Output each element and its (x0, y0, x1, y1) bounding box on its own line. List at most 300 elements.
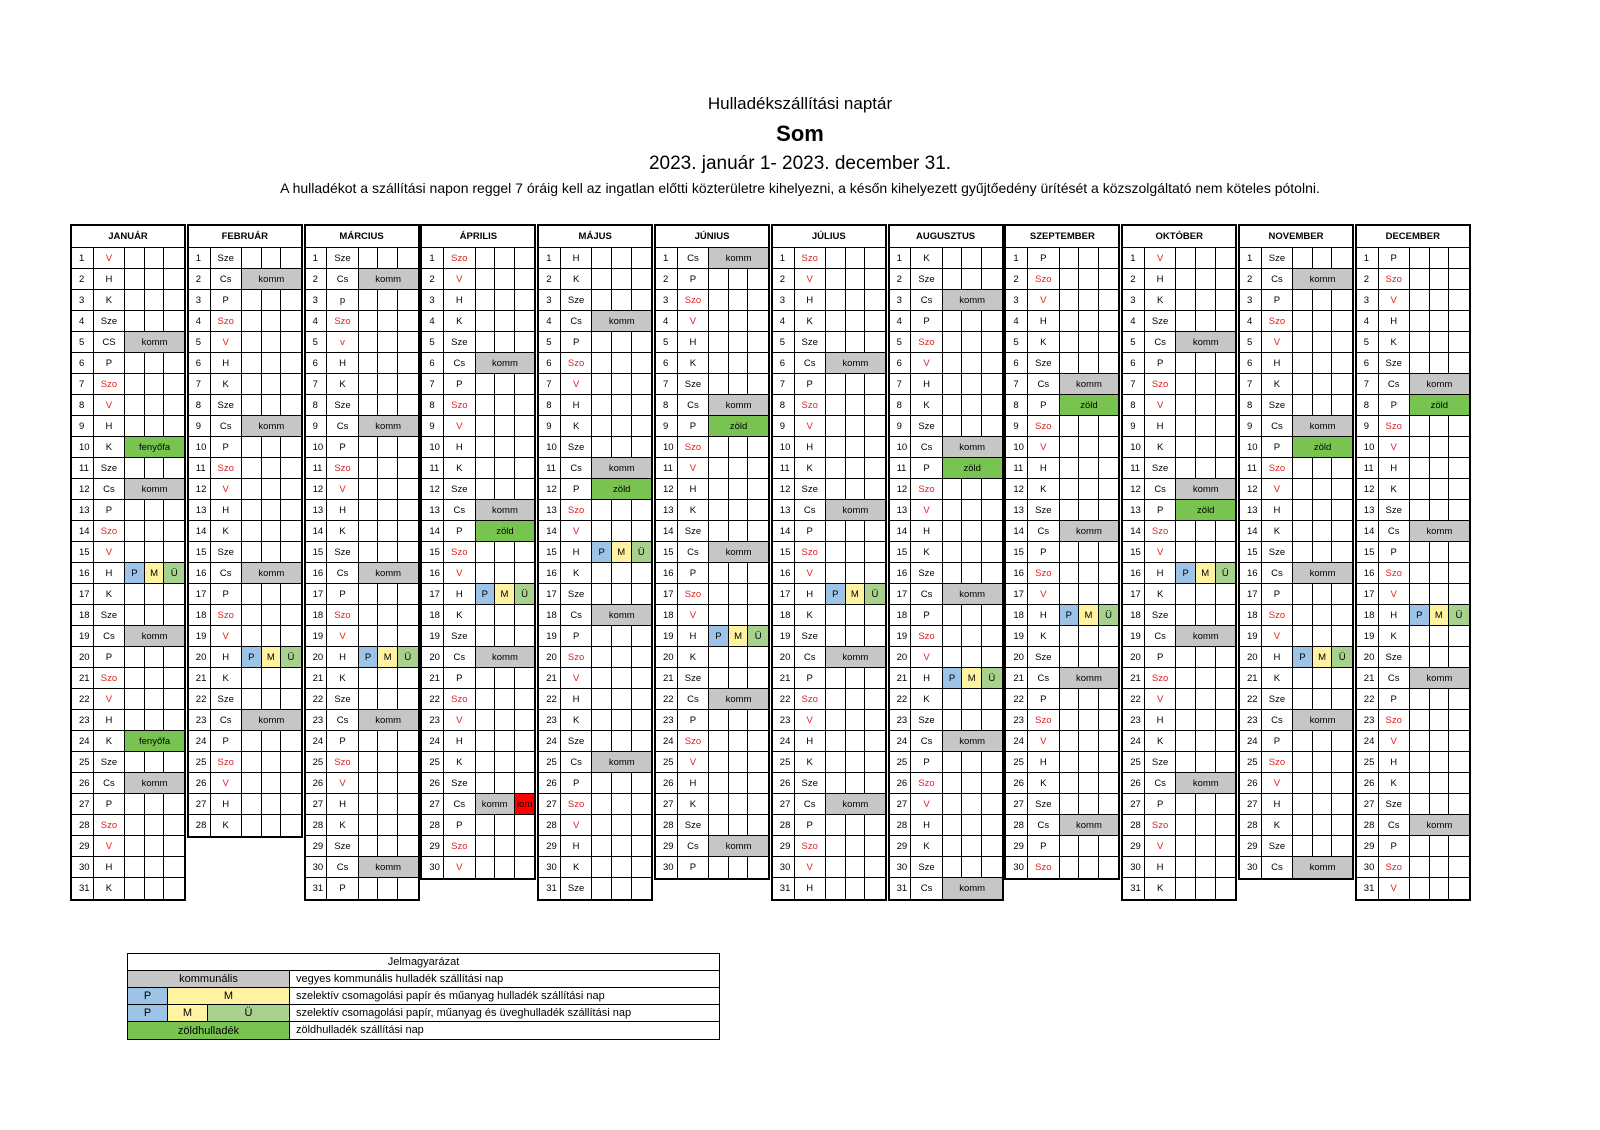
weekday: Szo (1262, 752, 1293, 772)
komm-pickup: komm (826, 500, 885, 520)
weekday: Szo (795, 395, 826, 415)
day-row (539, 458, 651, 479)
day-number: 24 (189, 731, 211, 751)
day-row (656, 332, 768, 353)
day-row (1240, 269, 1352, 290)
empty-cell (982, 773, 1002, 793)
day-number: 27 (1123, 794, 1145, 814)
day-row (1123, 794, 1235, 815)
empty-cell (748, 815, 768, 835)
empty-cell (164, 878, 184, 899)
day-row (306, 878, 418, 899)
empty-cell (398, 878, 418, 899)
day-row (189, 563, 301, 584)
empty-cell (962, 689, 982, 709)
empty-cell (1410, 752, 1430, 772)
day-number: 9 (306, 416, 328, 436)
empty-cell (1410, 794, 1430, 814)
empty-cell (826, 458, 846, 478)
weekday: H (795, 731, 826, 751)
empty-cell (962, 311, 982, 331)
day-number: 10 (773, 437, 795, 457)
empty-cell (164, 374, 184, 394)
empty-cell (242, 815, 262, 836)
empty-cell (125, 668, 145, 688)
day-number: 7 (773, 374, 795, 394)
empty-cell (1216, 794, 1236, 814)
weekday: H (561, 836, 592, 856)
empty-cell (145, 584, 165, 604)
day-number: 30 (1357, 857, 1379, 877)
day-row (72, 269, 184, 290)
empty-cell (1313, 836, 1333, 856)
empty-cell (1430, 416, 1450, 436)
empty-cell (846, 626, 866, 646)
weekday: P (561, 626, 592, 646)
day-row (72, 479, 184, 500)
day-number: 11 (1357, 458, 1379, 478)
day-row (189, 668, 301, 689)
empty-cell (1410, 248, 1430, 268)
empty-cell (1313, 248, 1333, 268)
weekday: Cs (94, 773, 125, 793)
empty-cell (125, 605, 145, 625)
weekday: H (1379, 752, 1410, 772)
empty-cell (476, 269, 496, 289)
day-number: 26 (306, 773, 328, 793)
weekday: H (94, 563, 125, 583)
empty-cell (1216, 584, 1236, 604)
empty-cell (495, 269, 515, 289)
komm-pickup: komm (826, 353, 885, 373)
day-row (1240, 752, 1352, 773)
day-number: 16 (1240, 563, 1262, 583)
empty-cell (865, 668, 885, 688)
glass-pickup: Ü (632, 542, 652, 562)
empty-cell (1099, 332, 1119, 352)
day-row (656, 836, 768, 857)
weekday: V (678, 311, 709, 331)
empty-cell (398, 773, 418, 793)
day-row (306, 710, 418, 731)
day-number: 25 (1357, 752, 1379, 772)
empty-cell (1060, 353, 1080, 373)
komm-pickup: komm (1060, 521, 1119, 541)
empty-cell (378, 353, 398, 373)
day-number: 25 (539, 752, 561, 772)
day-row (1240, 710, 1352, 731)
empty-cell (846, 857, 866, 877)
empty-cell (145, 395, 165, 415)
day-row (890, 290, 1002, 311)
empty-cell (1449, 563, 1469, 583)
day-number: 25 (1240, 752, 1262, 772)
komm-pickup: komm (242, 710, 301, 730)
empty-cell (515, 416, 535, 436)
empty-cell (262, 773, 282, 793)
day-number: 10 (72, 437, 94, 457)
weekday: Sze (911, 563, 942, 583)
empty-cell (748, 605, 768, 625)
day-number: 3 (1357, 290, 1379, 310)
day-number: 23 (422, 710, 444, 730)
empty-cell (1293, 836, 1313, 856)
day-number: 19 (1006, 626, 1028, 646)
empty-cell (1430, 752, 1450, 772)
day-number: 17 (539, 584, 561, 604)
empty-cell (262, 752, 282, 772)
day-row (189, 311, 301, 332)
komm-pickup: komm (1176, 332, 1235, 352)
komm-pickup: komm (709, 395, 768, 415)
day-number: 26 (890, 773, 912, 793)
empty-cell (1196, 836, 1216, 856)
day-row (422, 752, 534, 773)
place-name: Som (776, 121, 824, 146)
day-row (72, 311, 184, 332)
empty-cell (1099, 689, 1119, 709)
weekday: Sze (561, 584, 592, 604)
komm-pickup: komm (1176, 479, 1235, 499)
empty-cell (865, 815, 885, 835)
day-number: 25 (1006, 752, 1028, 772)
day-row (773, 269, 885, 290)
empty-cell (145, 458, 165, 478)
empty-cell (1332, 353, 1352, 373)
empty-cell (1313, 668, 1333, 688)
empty-cell (982, 815, 1002, 835)
weekday: H (1028, 311, 1059, 331)
day-number: 26 (773, 773, 795, 793)
day-row (890, 374, 1002, 395)
weekday: H (444, 290, 475, 310)
weekday: H (911, 374, 942, 394)
day-number: 6 (539, 353, 561, 373)
empty-cell (262, 458, 282, 478)
empty-cell (612, 668, 632, 688)
empty-cell (962, 542, 982, 562)
empty-cell (632, 731, 652, 751)
empty-cell (1332, 500, 1352, 520)
empty-cell (1430, 500, 1450, 520)
empty-cell (398, 374, 418, 394)
weekday: Szo (1379, 269, 1410, 289)
empty-cell (1332, 248, 1352, 268)
empty-cell (359, 794, 379, 814)
day-number: 3 (1240, 290, 1262, 310)
weekday: K (795, 311, 826, 331)
day-number: 13 (539, 500, 561, 520)
empty-cell (592, 416, 612, 436)
empty-cell (1060, 857, 1080, 878)
day-row (1123, 332, 1235, 353)
empty-cell (1060, 290, 1080, 310)
day-row (890, 668, 1002, 689)
day-row (539, 857, 651, 878)
empty-cell (826, 857, 846, 877)
day-row (306, 731, 418, 752)
day-row (1240, 311, 1352, 332)
day-row (773, 521, 885, 542)
weekday: Sze (1262, 836, 1293, 856)
empty-cell (1176, 311, 1196, 331)
day-row (422, 353, 534, 374)
empty-cell (1430, 857, 1450, 877)
day-number: 29 (1240, 836, 1262, 856)
day-row (890, 815, 1002, 836)
legend-desc: zöldhulladék szállítási nap (296, 1024, 424, 1036)
weekday: H (94, 857, 125, 877)
empty-cell (826, 374, 846, 394)
komm-pickup: komm (1293, 563, 1352, 583)
day-number: 21 (306, 668, 328, 688)
day-row (539, 500, 651, 521)
empty-cell (865, 689, 885, 709)
empty-cell (1449, 332, 1469, 352)
weekday: Szo (1145, 668, 1176, 688)
paper-pickup: P (943, 668, 963, 688)
legend-row (128, 1005, 719, 1022)
weekday: K (1145, 731, 1176, 751)
day-number: 31 (306, 878, 328, 899)
empty-cell (1060, 332, 1080, 352)
empty-cell (943, 794, 963, 814)
empty-cell (592, 353, 612, 373)
empty-cell (1410, 563, 1430, 583)
weekday: P (444, 521, 475, 541)
weekday: H (795, 584, 826, 604)
day-row (773, 353, 885, 374)
empty-cell (1079, 542, 1099, 562)
day-row (539, 752, 651, 773)
day-number: 5 (72, 332, 94, 352)
empty-cell (164, 500, 184, 520)
empty-cell (982, 374, 1002, 394)
day-row (306, 500, 418, 521)
weekday: Cs (327, 416, 358, 436)
empty-cell (592, 248, 612, 268)
weekday: V (795, 416, 826, 436)
empty-cell (378, 878, 398, 899)
weekday: K (911, 248, 942, 268)
day-number: 19 (890, 626, 912, 646)
green-waste-pickup: zöld (1293, 437, 1352, 457)
day-row (306, 668, 418, 689)
day-number: 16 (656, 563, 678, 583)
weekday: V (1379, 731, 1410, 751)
empty-cell (846, 605, 866, 625)
weekday: H (1262, 794, 1293, 814)
day-number: 21 (72, 668, 94, 688)
weekday: Szo (1145, 521, 1176, 541)
komm-pickup: komm (709, 542, 768, 562)
day-number: 5 (422, 332, 444, 352)
empty-cell (164, 668, 184, 688)
empty-cell (962, 647, 982, 667)
day-row (656, 479, 768, 500)
day-number: 27 (1240, 794, 1262, 814)
empty-cell (982, 836, 1002, 856)
day-row (656, 626, 768, 647)
weekday: Cs (1262, 416, 1293, 436)
day-number: 2 (773, 269, 795, 289)
weekday: H (1379, 605, 1410, 625)
day-number: 11 (306, 458, 328, 478)
weekday: H (327, 500, 358, 520)
empty-cell (281, 290, 301, 310)
empty-cell (359, 248, 379, 268)
day-number: 2 (1240, 269, 1262, 289)
empty-cell (612, 521, 632, 541)
weekday: V (1379, 290, 1410, 310)
day-number: 11 (72, 458, 94, 478)
empty-cell (982, 857, 1002, 877)
empty-cell (846, 479, 866, 499)
day-number: 22 (1006, 689, 1028, 709)
weekday: Sze (1145, 605, 1176, 625)
empty-cell (1079, 437, 1099, 457)
day-number: 3 (656, 290, 678, 310)
day-row (1123, 521, 1235, 542)
day-row (1123, 710, 1235, 731)
day-row (72, 290, 184, 311)
day-number: 4 (1240, 311, 1262, 331)
empty-cell (476, 458, 496, 478)
empty-cell (1099, 584, 1119, 604)
weekday: H (211, 500, 242, 520)
day-row (1357, 269, 1469, 290)
empty-cell (1099, 437, 1119, 457)
day-number: 8 (539, 395, 561, 415)
weekday: Cs (1145, 626, 1176, 646)
day-number: 22 (1240, 689, 1262, 709)
empty-cell (612, 416, 632, 436)
empty-cell (515, 290, 535, 310)
weekday: H (561, 248, 592, 268)
day-number: 4 (422, 311, 444, 331)
empty-cell (1313, 458, 1333, 478)
day-number: 5 (773, 332, 795, 352)
empty-cell (1449, 752, 1469, 772)
weekday: P (911, 752, 942, 772)
empty-cell (982, 416, 1002, 436)
empty-cell (1099, 458, 1119, 478)
empty-cell (1079, 248, 1099, 268)
day-number: 28 (1240, 815, 1262, 835)
komm-pickup: komm (943, 290, 1002, 310)
weekday: H (1145, 416, 1176, 436)
day-number: 9 (422, 416, 444, 436)
day-row (422, 311, 534, 332)
empty-cell (242, 458, 262, 478)
empty-cell (1196, 542, 1216, 562)
day-number: 26 (1240, 773, 1262, 793)
day-row (890, 563, 1002, 584)
weekday: Sze (94, 311, 125, 331)
empty-cell (1430, 437, 1450, 457)
day-number: 6 (1357, 353, 1379, 373)
empty-cell (1430, 647, 1450, 667)
day-number: 1 (1123, 248, 1145, 268)
empty-cell (1079, 584, 1099, 604)
empty-cell (709, 269, 729, 289)
weekday: K (94, 878, 125, 899)
komm-pickup: komm (476, 353, 535, 373)
weekday: V (94, 689, 125, 709)
empty-cell (125, 857, 145, 877)
day-number: 2 (189, 269, 211, 289)
day-row (773, 857, 885, 878)
empty-cell (1293, 332, 1313, 352)
weekday: Cs (911, 584, 942, 604)
day-number: 3 (306, 290, 328, 310)
empty-cell (865, 332, 885, 352)
empty-cell (748, 584, 768, 604)
weekday: Sze (678, 668, 709, 688)
empty-cell (748, 752, 768, 772)
day-row (306, 773, 418, 794)
day-number: 5 (306, 332, 328, 352)
empty-cell (515, 479, 535, 499)
empty-cell (262, 668, 282, 688)
weekday: Cs (561, 605, 592, 625)
empty-cell (1332, 605, 1352, 625)
day-number: 10 (539, 437, 561, 457)
empty-cell (1060, 710, 1080, 730)
empty-cell (748, 374, 768, 394)
empty-cell (495, 458, 515, 478)
empty-cell (1216, 836, 1236, 856)
empty-cell (1216, 647, 1236, 667)
empty-cell (1079, 500, 1099, 520)
day-row (656, 500, 768, 521)
weekday: K (211, 815, 242, 836)
empty-cell (145, 689, 165, 709)
empty-cell (262, 332, 282, 352)
day-row (422, 605, 534, 626)
day-row (72, 395, 184, 416)
weekday: K (1028, 626, 1059, 646)
day-row (1006, 710, 1118, 731)
empty-cell (378, 668, 398, 688)
empty-cell (281, 773, 301, 793)
empty-cell (962, 416, 982, 436)
day-row (773, 395, 885, 416)
day-row (306, 752, 418, 773)
empty-cell (262, 290, 282, 310)
empty-cell (943, 521, 963, 541)
day-row (773, 584, 885, 605)
month-5 (537, 224, 653, 901)
day-row (539, 290, 651, 311)
day-number: 30 (1240, 857, 1262, 878)
empty-cell (1176, 248, 1196, 268)
empty-cell (359, 290, 379, 310)
empty-cell (748, 437, 768, 457)
day-row (890, 584, 1002, 605)
weekday: Cs (444, 647, 475, 667)
weekday: Szo (795, 689, 826, 709)
empty-cell (729, 437, 749, 457)
legend-desc: vegyes kommunális hulladék szállítási nap (296, 973, 504, 985)
empty-cell (709, 731, 729, 751)
day-row (1123, 731, 1235, 752)
empty-cell (846, 416, 866, 436)
weekday: P (327, 437, 358, 457)
empty-cell (1196, 647, 1216, 667)
weekday: Sze (327, 836, 358, 856)
day-number: 24 (539, 731, 561, 751)
